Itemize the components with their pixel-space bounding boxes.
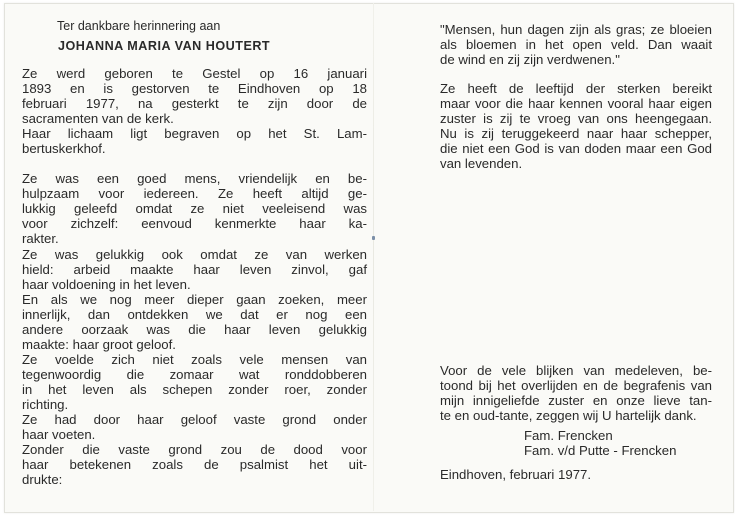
- age-paragraph: [440, 81, 712, 171]
- text-line: hield: arbeid maakte haar leven zinvol, gaf: [22, 261, 367, 277]
- text-line: Nu is zij teruggekeerd naar haar schepper,: [440, 126, 712, 142]
- text-line: haar voldoening in het leven.: [22, 276, 191, 292]
- character-paragraph: [22, 171, 367, 246]
- text-line: Zonder die vaste grond zou de dood voor: [22, 442, 367, 458]
- text-line: innerlijk, dan ontdekken we dat er nog een: [22, 306, 367, 322]
- text-line: Ze was een goed mens, vriendelijk en be-: [22, 171, 367, 187]
- thanks-block: [440, 363, 712, 482]
- psalm-quote: [440, 22, 712, 67]
- text-line: voor zichzelf: eenvoud kenmerkte haar ka-: [22, 216, 367, 232]
- signature-line: Fam. v/d Putte - Frencken: [524, 443, 677, 459]
- ground-paragraph: [22, 412, 367, 442]
- text-line: andere oorzaak was die haar leven gelukkig: [22, 321, 367, 337]
- text-line: tegenwoordig die zomaar wat ronddobberen: [22, 366, 367, 382]
- text-line: februari 1977, na gesterkt te zijn door de: [22, 96, 367, 112]
- burial-paragraph: [22, 126, 367, 156]
- text-line: toond bij het overlijden en de begrafenis van: [440, 378, 712, 394]
- text-line: de wind en zij zijn verdwenen.": [440, 52, 620, 68]
- text-line: Ze was gelukkig ook omdat ze van werken: [22, 246, 367, 262]
- text-line: Ze heeft de leeftijd der sterken bereikt: [440, 81, 712, 97]
- text-line: Ze werd geboren te Gestel op 16 januari: [22, 66, 367, 81]
- people-paragraph: [22, 352, 367, 412]
- text-line: rakter.: [22, 231, 59, 247]
- text-line: lukkig geleefd omdat ze niet veeleisend was: [22, 201, 367, 217]
- psalmist-paragraph: [22, 442, 367, 487]
- text-line: mijn innigeliefde zuster en onze lieve tan-: [440, 393, 712, 409]
- text-line: te en oud-tante, zeggen wij U hartelijk dank.: [440, 408, 697, 424]
- text-line: als bloemen in het open veld. Dan waait: [440, 37, 712, 53]
- left-column: [22, 66, 367, 487]
- text-line: maakte: haar groot geloof.: [22, 336, 176, 352]
- text-line: Haar lichaam ligt begraven op het St. Lam-: [22, 126, 367, 142]
- text-line: richting.: [22, 396, 69, 412]
- signatures: [440, 428, 712, 458]
- text-line: bertuskerkhof.: [22, 141, 106, 157]
- work-paragraph: [22, 247, 367, 292]
- right-column: [440, 22, 712, 171]
- text-line: En als we nog meer dieper gaan zoeken, meer: [22, 291, 367, 307]
- birth-death-paragraph: [22, 66, 367, 126]
- text-line: die niet een God is van doden maar een God: [440, 141, 712, 157]
- text-line: Ze voelde zich niet zoals vele mensen van: [22, 351, 367, 367]
- text-line: 1893 en is gestorven te Eindhoven op 18: [22, 81, 367, 97]
- deceased-name: JOHANNA MARIA VAN HOUTERT: [58, 39, 271, 53]
- text-line: in het leven als schepen zonder roer, zonder: [22, 381, 367, 397]
- dedication-line: Ter dankbare herinnering aan: [57, 19, 221, 33]
- text-line: zuster is zij te vroeg van ons heengegaan.: [440, 111, 712, 127]
- ink-dot: [372, 236, 375, 240]
- text-line: haar voeten.: [22, 427, 96, 443]
- place-date: Eindhoven, februari 1977.: [440, 467, 592, 483]
- text-line: sacramenten van de kerk.: [22, 111, 174, 127]
- text-line: drukte:: [22, 472, 63, 488]
- faith-paragraph: [22, 292, 367, 352]
- text-line: hulpzaam voor iedereen. Ze heeft altijd ge-: [22, 186, 367, 202]
- text-line: haar betekenen zoals de psalmist het uit-: [22, 457, 367, 473]
- text-line: "Mensen, hun dagen zijn als gras; ze bloeien: [440, 22, 712, 37]
- text-line: Voor de vele blijken van medeleven, be-: [440, 363, 712, 378]
- card-fold: [373, 3, 374, 511]
- signature-line: Fam. Frencken: [524, 428, 613, 444]
- text-line: Ze had door haar geloof vaste grond onder: [22, 412, 367, 428]
- text-line: maar voor die haar kennen vooral haar eigen: [440, 96, 712, 112]
- text-line: van levenden.: [440, 156, 523, 172]
